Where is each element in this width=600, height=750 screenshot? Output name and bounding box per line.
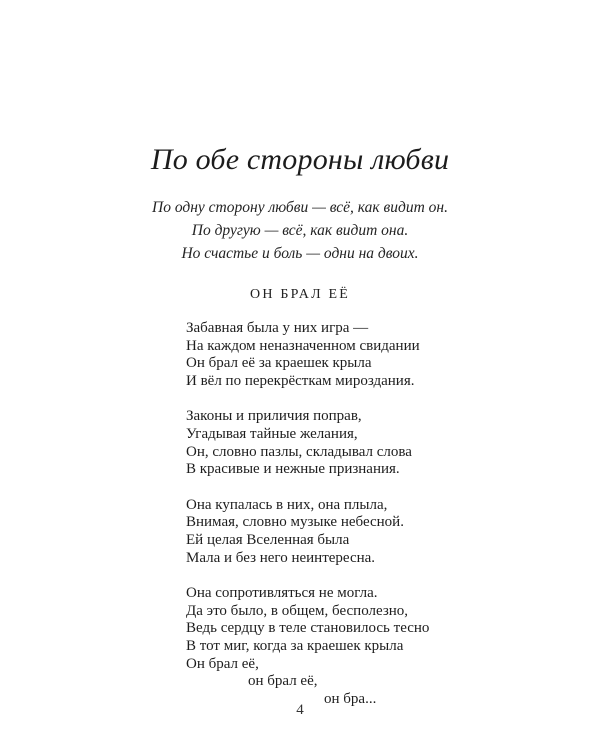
chapter-title: По обе стороны любви — [150, 143, 450, 176]
poem-line: На каждом неназначенном свидании — [186, 337, 420, 354]
stanza — [186, 497, 506, 568]
poem-line-indented: он брал её, — [248, 673, 318, 690]
poem-title: ОН БРАЛ ЕЁ — [250, 287, 350, 302]
poem-line: Она сопротивляться не могла. — [186, 584, 378, 601]
poem-line: Угадывая тайные желания, — [186, 426, 358, 443]
poem-body — [186, 320, 506, 726]
epigraph-line: По другую — всё, как видит она. — [191, 222, 409, 239]
poem-line: Мала и без него неинтересна. — [186, 549, 376, 566]
poem-line: Ведь сердцу в теле становилось тесно — [186, 620, 430, 637]
poem-line: И вёл по перекрёсткам мироздания. — [186, 373, 415, 390]
poem-line: Он брал её за краешек крыла — [186, 355, 372, 372]
poem-line: Внимая, словно музыке небесной. — [186, 514, 404, 531]
poem-line: Ей целая Вселенная была — [186, 532, 350, 549]
poem-line: Он брал её, — [186, 655, 259, 672]
poem-line-indented: он бра... — [324, 691, 377, 708]
epigraph-line: По одну сторону любви — всё, как видит он. — [152, 199, 448, 216]
poem-line: В тот миг, когда за краешек крыла — [186, 638, 404, 655]
poem-line: Он, словно пазлы, складывал слова — [186, 443, 412, 460]
stanza — [186, 320, 506, 391]
poem-line: Законы и приличия поправ, — [186, 408, 362, 425]
poem-line: Она купалась в них, она плыла, — [186, 496, 388, 513]
epigraph — [0, 196, 600, 265]
poem-line: В красивые и нежные признания. — [186, 461, 400, 478]
stanza — [186, 408, 506, 479]
epigraph-line: Но счастье и боль — одни на двоих. — [181, 245, 419, 262]
poem-line: Да это было, в общем, бесполезно, — [186, 602, 409, 619]
page-number: 4 — [296, 702, 304, 718]
stanza — [186, 585, 506, 709]
poem-line: Забавная была у них игра — — [186, 320, 369, 336]
